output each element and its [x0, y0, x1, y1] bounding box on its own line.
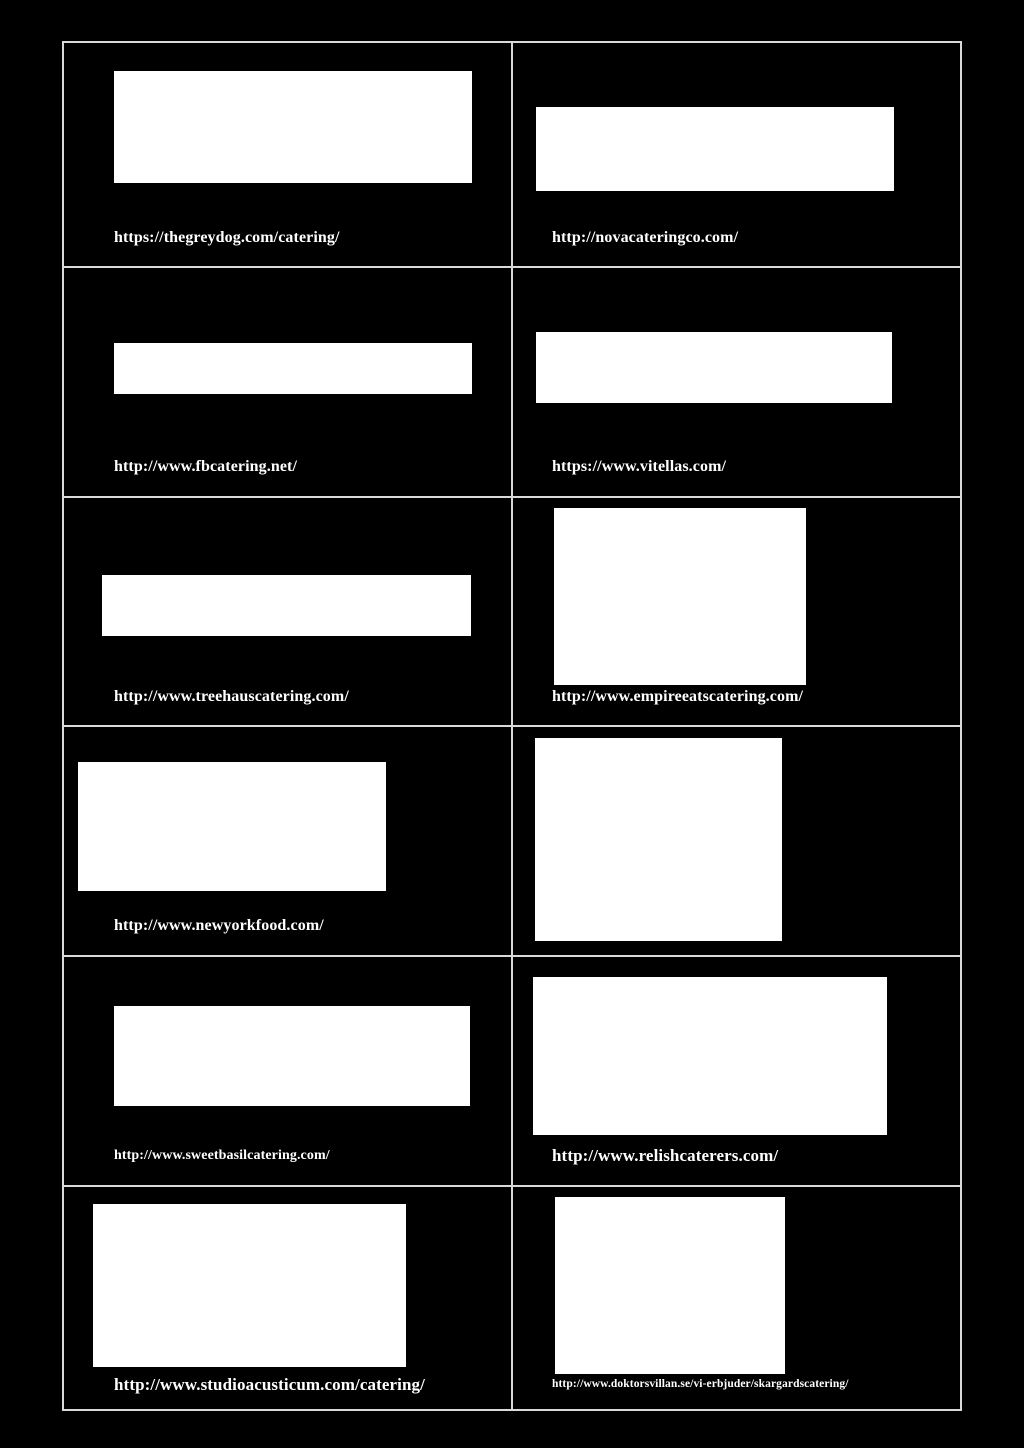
site-screenshot-placeholder — [536, 332, 892, 403]
site-screenshot-placeholder — [114, 71, 472, 183]
grid-line — [62, 41, 64, 1411]
site-url[interactable]: http://www.relishcaterers.com/ — [552, 1146, 779, 1165]
grid-line — [511, 41, 513, 1411]
site-screenshot-placeholder — [78, 762, 386, 891]
site-url[interactable]: http://novacateringco.com/ — [552, 229, 739, 246]
site-screenshot-placeholder — [93, 1204, 406, 1367]
site-url[interactable]: http://www.studioacusticum.com/catering/ — [114, 1375, 425, 1394]
site-screenshot-placeholder — [554, 508, 806, 685]
site-screenshot-placeholder — [114, 343, 472, 394]
site-url[interactable]: http://www.doktorsvillan.se/vi-erbjuder/skargardscatering/ — [552, 1378, 849, 1390]
site-url[interactable]: http://www.fbcatering.net/ — [114, 458, 298, 475]
site-url[interactable]: http://www.treehauscatering.com/ — [114, 688, 349, 705]
site-screenshot-placeholder — [533, 977, 887, 1135]
site-screenshot-placeholder — [535, 738, 782, 941]
site-url[interactable]: https://thegreydog.com/catering/ — [114, 229, 340, 246]
site-screenshot-placeholder — [114, 1006, 470, 1106]
site-url[interactable]: http://www.newyorkfood.com/ — [114, 917, 324, 934]
grid-line — [960, 41, 962, 1411]
site-url[interactable]: http://www.sweetbasilcatering.com/ — [114, 1148, 330, 1163]
site-screenshot-placeholder — [536, 107, 894, 191]
site-screenshot-placeholder — [102, 575, 471, 636]
site-url[interactable]: http://www.empireeatscatering.com/ — [552, 688, 804, 705]
site-screenshot-placeholder — [555, 1197, 785, 1374]
site-url[interactable]: https://www.vitellas.com/ — [552, 458, 727, 475]
